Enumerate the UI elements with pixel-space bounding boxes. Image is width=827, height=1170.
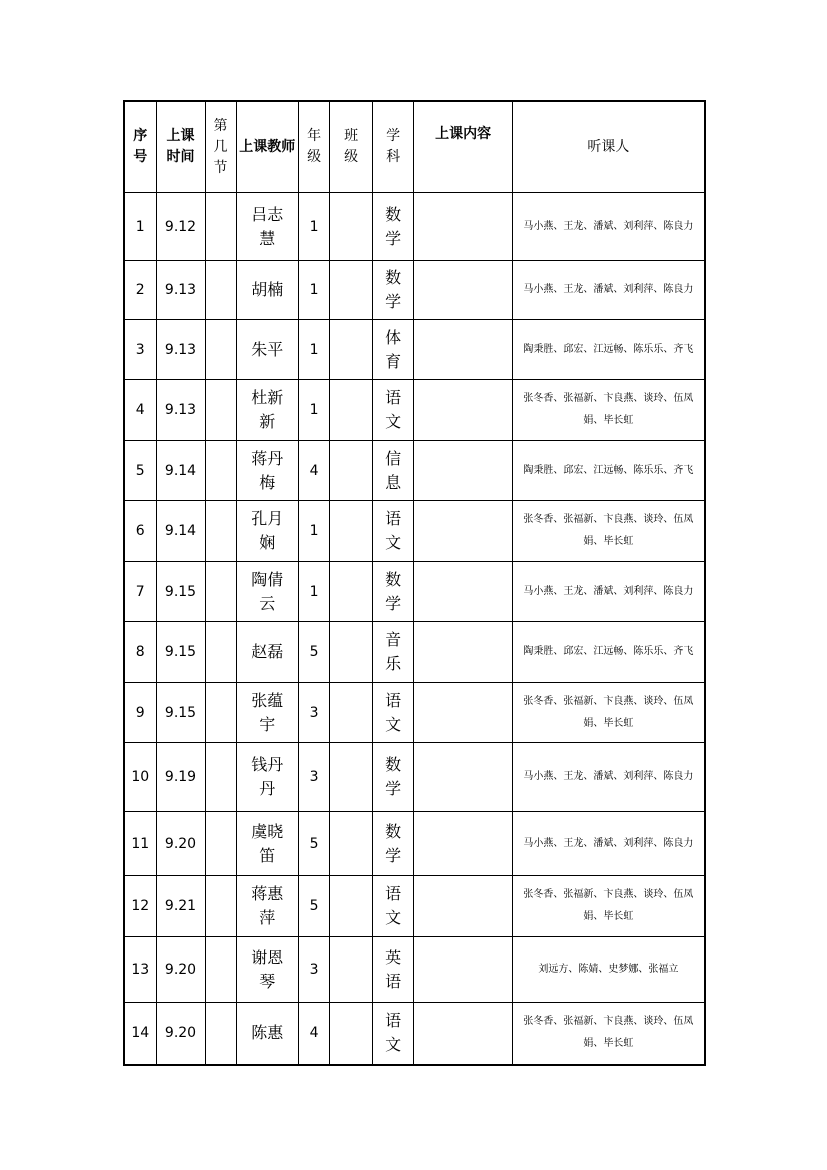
- row-subject-cell: [373, 261, 414, 320]
- row-seq-cell: 11: [124, 812, 156, 876]
- row-content-cell: [414, 501, 513, 562]
- row-listeners-cell: 张冬香、张福新、卞良燕、谈玲、伍凤娟、毕长虹: [513, 876, 705, 937]
- row-subject-cell-text: 体育: [385, 327, 402, 371]
- row-class-cell: [330, 320, 373, 380]
- row-subject-cell-text: 信息: [385, 448, 402, 492]
- row-subject-cell: [373, 812, 414, 876]
- row-period-cell: [205, 937, 236, 1003]
- row-time-cell: 9.21: [156, 876, 205, 937]
- table-body: [124, 193, 705, 1065]
- row-grade-cell: 1: [299, 261, 330, 320]
- row-content-cell: [414, 1003, 513, 1065]
- row-teacher-cell-text: 陈惠: [251, 1023, 284, 1043]
- table-row: [124, 501, 705, 562]
- row-content-cell: [414, 261, 513, 320]
- row-subject-cell: [373, 743, 414, 812]
- table-row: [124, 320, 705, 380]
- row-period-cell: [205, 683, 236, 743]
- table-row: [124, 683, 705, 743]
- row-class-cell: [330, 683, 373, 743]
- row-class-cell: [330, 562, 373, 622]
- row-teacher-cell: [236, 683, 299, 743]
- header-listeners: 听课人: [513, 101, 705, 193]
- row-listeners-cell: 张冬香、张福新、卞良燕、谈玲、伍凤娟、毕长虹: [513, 683, 705, 743]
- row-class-cell: [330, 812, 373, 876]
- row-subject-cell: [373, 193, 414, 261]
- row-subject-cell-text: 数学: [385, 755, 402, 798]
- header-class: 班级: [330, 101, 373, 193]
- row-teacher-cell-text: 孔月娴: [251, 509, 284, 552]
- row-grade-cell: 5: [299, 812, 330, 876]
- row-subject-cell: [373, 876, 414, 937]
- row-seq-cell: 14: [124, 1003, 156, 1065]
- row-listeners-cell: 马小燕、王龙、潘斌、刘利萍、陈良力: [513, 562, 705, 622]
- row-time-cell: 9.13: [156, 380, 205, 441]
- row-teacher-cell-text: 杜新新: [251, 388, 284, 431]
- row-class-cell: [330, 1003, 373, 1065]
- row-subject-cell: [373, 937, 414, 1003]
- row-teacher-cell: [236, 193, 299, 261]
- row-period-cell: [205, 441, 236, 501]
- row-teacher-cell-text: 钱丹丹: [251, 755, 284, 798]
- schedule-sheet: [123, 100, 706, 1066]
- row-period-cell: [205, 261, 236, 320]
- header-row: [124, 101, 705, 193]
- row-subject-cell: [373, 441, 414, 501]
- row-content-cell: [414, 380, 513, 441]
- table-row: [124, 193, 705, 261]
- row-seq-cell: 9: [124, 683, 156, 743]
- row-grade-cell: 3: [299, 683, 330, 743]
- row-listeners-cell: 陶秉胜、邱宏、江远畅、陈乐乐、齐飞: [513, 441, 705, 501]
- row-grade-cell: 1: [299, 562, 330, 622]
- table-row: [124, 380, 705, 441]
- row-subject-cell-text: 语文: [385, 884, 402, 927]
- row-seq-cell: 13: [124, 937, 156, 1003]
- row-seq-cell: 1: [124, 193, 156, 261]
- row-period-cell: [205, 743, 236, 812]
- table-row: [124, 261, 705, 320]
- row-time-cell: 9.14: [156, 501, 205, 562]
- header-subject: 学科: [373, 101, 414, 193]
- row-subject-cell-text: 语文: [385, 509, 402, 552]
- row-content-cell: [414, 743, 513, 812]
- row-listeners-cell: 马小燕、王龙、潘斌、刘利萍、陈良力: [513, 193, 705, 261]
- row-grade-cell: 5: [299, 622, 330, 683]
- row-subject-cell-text: 语文: [385, 1011, 402, 1055]
- row-subject-cell: [373, 320, 414, 380]
- row-content-cell: [414, 562, 513, 622]
- row-time-cell: 9.20: [156, 812, 205, 876]
- row-period-cell: [205, 193, 236, 261]
- header-grade: 年级: [299, 101, 330, 193]
- row-content-cell: [414, 320, 513, 380]
- row-content-cell: [414, 622, 513, 683]
- row-grade-cell: 3: [299, 937, 330, 1003]
- row-teacher-cell: [236, 876, 299, 937]
- row-seq-cell: 2: [124, 261, 156, 320]
- row-subject-cell: [373, 380, 414, 441]
- row-teacher-cell: [236, 441, 299, 501]
- row-subject-cell: [373, 622, 414, 683]
- table-row: [124, 876, 705, 937]
- row-teacher-cell: [236, 812, 299, 876]
- row-teacher-cell: [236, 261, 299, 320]
- table-row: [124, 812, 705, 876]
- table-row: [124, 1003, 705, 1065]
- row-listeners-cell: 马小燕、王龙、潘斌、刘利萍、陈良力: [513, 743, 705, 812]
- row-seq-cell: 12: [124, 876, 156, 937]
- row-subject-cell-text: 语文: [385, 690, 402, 734]
- row-subject-cell-text: 数学: [385, 268, 402, 311]
- row-period-cell: [205, 501, 236, 562]
- row-listeners-cell: 张冬香、张福新、卞良燕、谈玲、伍凤娟、毕长虹: [513, 1003, 705, 1065]
- row-content-cell: [414, 683, 513, 743]
- row-teacher-cell-text: 虞晓笛: [251, 821, 284, 865]
- row-listeners-cell: 陶秉胜、邱宏、江远畅、陈乐乐、齐飞: [513, 622, 705, 683]
- header-content: 上课内容: [414, 101, 513, 193]
- row-listeners-cell: 张冬香、张福新、卞良燕、谈玲、伍凤娟、毕长虹: [513, 380, 705, 441]
- row-time-cell: 9.13: [156, 261, 205, 320]
- header-time: 上课时间: [156, 101, 205, 193]
- row-period-cell: [205, 562, 236, 622]
- row-subject-cell: [373, 683, 414, 743]
- row-grade-cell: 3: [299, 743, 330, 812]
- row-grade-cell: 1: [299, 193, 330, 261]
- row-subject-cell-text: 数学: [385, 204, 402, 248]
- row-period-cell: [205, 1003, 236, 1065]
- row-listeners-cell: 张冬香、张福新、卞良燕、谈玲、伍凤娟、毕长虹: [513, 501, 705, 562]
- row-subject-cell-text: 语文: [385, 388, 402, 431]
- row-seq-cell: 4: [124, 380, 156, 441]
- row-grade-cell: 1: [299, 320, 330, 380]
- row-teacher-cell-text: 吕志慧: [251, 204, 284, 248]
- lesson-observation-table: [123, 100, 706, 1066]
- row-class-cell: [330, 937, 373, 1003]
- row-class-cell: [330, 743, 373, 812]
- row-teacher-cell-text: 陶倩云: [251, 569, 284, 613]
- row-seq-cell: 10: [124, 743, 156, 812]
- row-class-cell: [330, 193, 373, 261]
- row-seq-cell: 7: [124, 562, 156, 622]
- header-teacher: 上课教师: [236, 101, 299, 193]
- table-row: [124, 562, 705, 622]
- row-teacher-cell: [236, 1003, 299, 1065]
- row-subject-cell: [373, 562, 414, 622]
- row-time-cell: 9.20: [156, 1003, 205, 1065]
- row-time-cell: 9.14: [156, 441, 205, 501]
- row-teacher-cell-text: 张蕴宇: [251, 690, 284, 734]
- row-class-cell: [330, 876, 373, 937]
- row-period-cell: [205, 380, 236, 441]
- row-grade-cell: 1: [299, 380, 330, 441]
- row-class-cell: [330, 622, 373, 683]
- table-row: [124, 937, 705, 1003]
- row-subject-cell-text: 音乐: [385, 630, 402, 673]
- header-seq: 序号: [124, 101, 156, 193]
- row-grade-cell: 4: [299, 441, 330, 501]
- row-teacher-cell-text: 赵磊: [251, 642, 284, 661]
- row-content-cell: [414, 812, 513, 876]
- row-seq-cell: 3: [124, 320, 156, 380]
- row-time-cell: 9.15: [156, 562, 205, 622]
- row-teacher-cell: [236, 380, 299, 441]
- row-class-cell: [330, 441, 373, 501]
- row-period-cell: [205, 812, 236, 876]
- row-class-cell: [330, 380, 373, 441]
- row-class-cell: [330, 501, 373, 562]
- row-subject-cell: [373, 501, 414, 562]
- row-content-cell: [414, 193, 513, 261]
- row-seq-cell: 6: [124, 501, 156, 562]
- row-content-cell: [414, 876, 513, 937]
- row-seq-cell: 8: [124, 622, 156, 683]
- table-row: [124, 622, 705, 683]
- table-row: [124, 743, 705, 812]
- row-time-cell: 9.19: [156, 743, 205, 812]
- row-listeners-cell: 马小燕、王龙、潘斌、刘利萍、陈良力: [513, 261, 705, 320]
- row-subject-cell-text: 数学: [385, 821, 402, 865]
- row-period-cell: [205, 320, 236, 380]
- row-time-cell: 9.15: [156, 683, 205, 743]
- row-listeners-cell: 陶秉胜、邱宏、江远畅、陈乐乐、齐飞: [513, 320, 705, 380]
- row-class-cell: [330, 261, 373, 320]
- row-teacher-cell: [236, 743, 299, 812]
- row-period-cell: [205, 622, 236, 683]
- row-teacher-cell-text: 蒋丹梅: [251, 448, 284, 492]
- row-subject-cell-text: 英语: [385, 947, 402, 991]
- row-listeners-cell: 马小燕、王龙、潘斌、刘利萍、陈良力: [513, 812, 705, 876]
- row-grade-cell: 5: [299, 876, 330, 937]
- row-teacher-cell: [236, 937, 299, 1003]
- row-teacher-cell: [236, 501, 299, 562]
- row-teacher-cell: [236, 320, 299, 380]
- row-teacher-cell: [236, 622, 299, 683]
- row-subject-cell-text: 数学: [385, 569, 402, 613]
- row-time-cell: 9.13: [156, 320, 205, 380]
- header-period: 第几节: [205, 101, 236, 193]
- row-listeners-cell: 刘远方、陈婧、史梦娜、张福立: [513, 937, 705, 1003]
- row-teacher-cell-text: 谢恩琴: [251, 947, 284, 991]
- row-teacher-cell-text: 朱平: [251, 339, 284, 359]
- row-time-cell: 9.15: [156, 622, 205, 683]
- row-period-cell: [205, 876, 236, 937]
- row-teacher-cell-text: 蒋惠萍: [251, 884, 284, 927]
- row-seq-cell: 5: [124, 441, 156, 501]
- row-teacher-cell-text: 胡楠: [251, 280, 284, 299]
- row-teacher-cell: [236, 562, 299, 622]
- row-time-cell: 9.20: [156, 937, 205, 1003]
- row-content-cell: [414, 937, 513, 1003]
- table-row: [124, 441, 705, 501]
- row-content-cell: [414, 441, 513, 501]
- row-grade-cell: 1: [299, 501, 330, 562]
- row-grade-cell: 4: [299, 1003, 330, 1065]
- row-subject-cell: [373, 1003, 414, 1065]
- row-time-cell: 9.12: [156, 193, 205, 261]
